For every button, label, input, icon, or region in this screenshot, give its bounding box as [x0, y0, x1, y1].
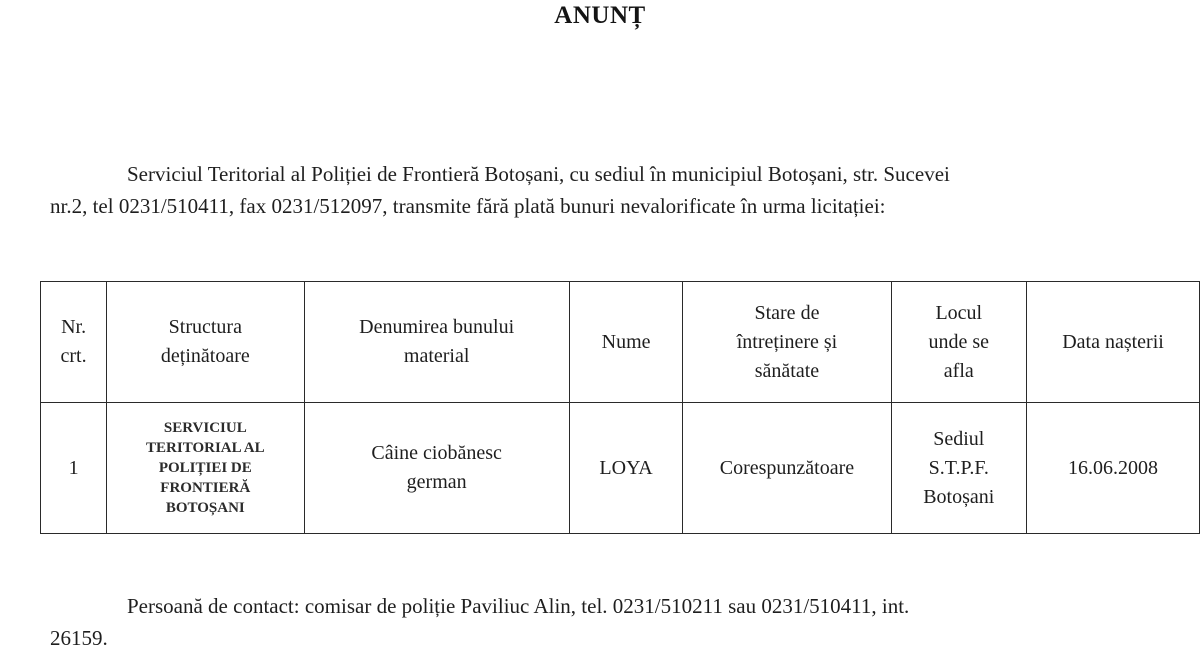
contact-paragraph — [50, 590, 1200, 654]
cell-nume: LOYA — [569, 403, 683, 534]
header-stare: Stare de întreținere și sănătate — [683, 282, 891, 403]
contact-line-2: 26159. — [50, 626, 108, 650]
header-nr-crt: Nr. crt. — [41, 282, 107, 403]
intro-line-1 — [50, 158, 1200, 190]
header-nume: Nume — [569, 282, 683, 403]
table-header-row — [41, 282, 1200, 403]
header-structura: Structura deținătoare — [107, 282, 304, 403]
header-data-nasterii: Data nașterii — [1027, 282, 1200, 403]
cell-structura: SERVICIUL TERITORIAL AL POLIȚIEI DE FRONTIERĂ BOTOȘANI — [107, 403, 304, 534]
cell-stare: Corespunzătoare — [683, 403, 891, 534]
intro-line-2: nr.2, tel 0231/510411, fax 0231/512097, transmite fără plată bunuri nevalorificate în urma licitației: — [50, 194, 886, 218]
cell-data: 16.06.2008 — [1027, 403, 1200, 534]
intro-paragraph — [50, 158, 1200, 222]
contact-line-1 — [50, 590, 1200, 622]
cell-locul: Sediul S.T.P.F. Botoșani — [891, 403, 1026, 534]
intro-line-1-text: Serviciul Teritorial al Poliției de Frontieră Botoșani, cu sediul în municipiul Botoșani, str. Sucevei — [127, 162, 950, 186]
header-denumire: Denumirea bunului material — [304, 282, 569, 403]
goods-table — [40, 281, 1200, 534]
document-title: ANUNȚ — [554, 2, 646, 29]
cell-nr: 1 — [41, 403, 107, 534]
contact-line-1-text: Persoană de contact: comisar de poliție Paviliuc Alin, tel. 0231/510211 sau 0231/510411, int. — [127, 594, 910, 618]
table-row — [41, 403, 1200, 534]
header-locul: Locul unde se afla — [891, 282, 1026, 403]
cell-denumire: Câine ciobănesc german — [304, 403, 569, 534]
